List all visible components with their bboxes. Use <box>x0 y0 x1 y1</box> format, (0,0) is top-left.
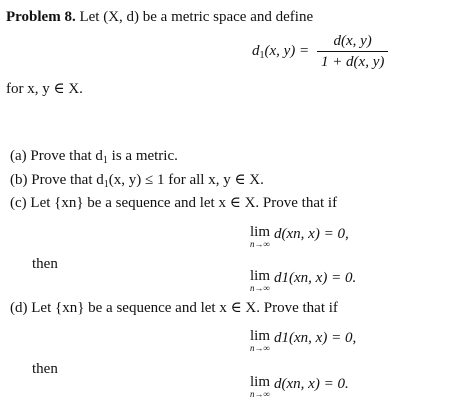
for-text: for x, y ∈ X. <box>6 81 83 97</box>
problem-intro-line <box>6 8 313 26</box>
part-b-label: (b) <box>10 172 28 188</box>
part-b-text-after: (x, y) ≤ 1 for all x, y ∈ X. <box>108 172 264 188</box>
problem-heading: Problem 8. <box>6 9 76 25</box>
part-d-equation-1 <box>250 328 356 353</box>
part-a <box>10 147 178 167</box>
defn-lhs-sub: 1 <box>259 49 265 61</box>
part-d-label: (d) <box>10 300 28 316</box>
defn-denominator: 1 + d(x, y) <box>320 54 385 70</box>
part-c <box>10 194 337 212</box>
part-b-text: Prove that d <box>31 172 104 188</box>
part-a-text-after: is a metric. <box>107 148 178 164</box>
part-d-equation-2 <box>250 374 349 399</box>
part-b <box>10 171 264 191</box>
problem-intro: Let (X, d) be a metric space and define <box>79 9 314 25</box>
part-a-label: (a) <box>10 148 27 164</box>
part-c-then: then <box>32 256 58 272</box>
limit-operator: lim n→∞ <box>250 374 271 399</box>
defn-fraction <box>317 32 388 71</box>
part-a-sub: 1 <box>102 155 108 166</box>
part-c-text: Let {xn} be a sequence and let x ∈ X. Prove that if <box>30 195 338 211</box>
defn-lhs-args: (x, y) = <box>264 42 310 59</box>
part-c-eq1-expr: d(xn, x) = 0, <box>274 226 349 242</box>
part-d-eq1-expr: d1(xn, x) = 0, <box>274 330 357 346</box>
part-d-then: then <box>32 361 58 377</box>
defn-numerator: d(x, y) <box>317 32 388 52</box>
part-c-label: (c) <box>10 195 27 211</box>
part-d <box>10 299 338 317</box>
defn-lhs: d <box>252 42 260 59</box>
part-c-equation-1 <box>250 224 349 249</box>
part-d-eq2-expr: d(xn, x) = 0. <box>274 376 349 392</box>
limit-operator: lim n→∞ <box>250 224 271 249</box>
part-d-text: Let {xn} be a sequence and let x ∈ X. Prove that if <box>31 300 338 316</box>
limit-operator: lim n→∞ <box>250 328 271 353</box>
part-c-equation-2 <box>250 268 356 293</box>
part-c-eq2-expr: d1(xn, x) = 0. <box>274 270 357 286</box>
part-a-text: Prove that d <box>30 148 103 164</box>
part-b-sub: 1 <box>103 179 109 190</box>
limit-operator: lim n→∞ <box>250 268 271 293</box>
definition-equation <box>252 32 388 71</box>
